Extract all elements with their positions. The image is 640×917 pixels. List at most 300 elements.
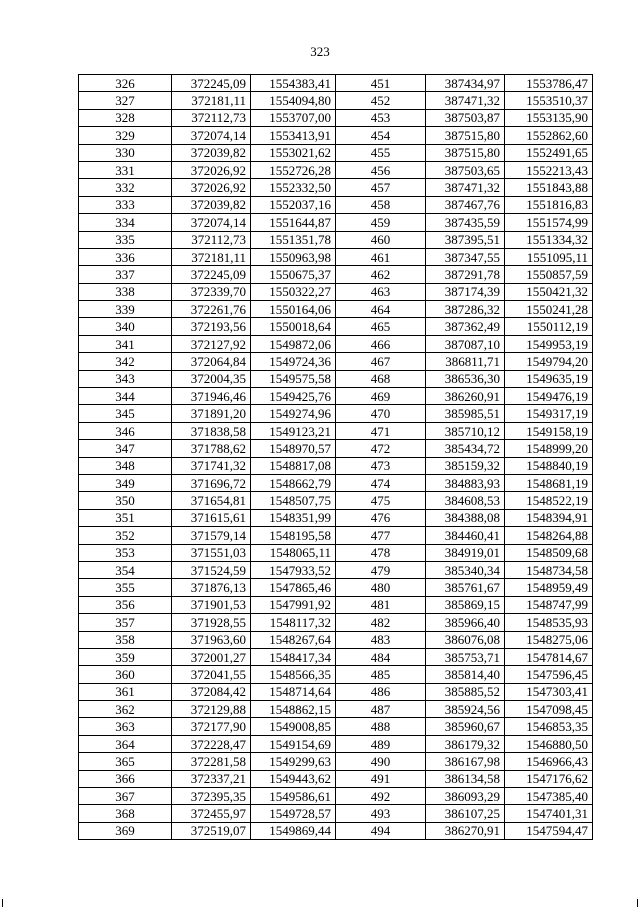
table-cell-x-coordinate: 371551,03 <box>172 544 251 561</box>
table-cell-y-coordinate: 1553413,91 <box>251 127 336 144</box>
table-cell-x-coordinate: 386179,32 <box>426 735 505 752</box>
table-cell-point-number: 494 <box>336 822 426 839</box>
table-cell-point-number: 492 <box>336 788 426 805</box>
table-cell-y-coordinate: 1550241,28 <box>505 301 593 318</box>
table-cell-point-number: 482 <box>336 614 426 631</box>
table-cell-point-number: 331 <box>79 161 172 178</box>
table-cell-x-coordinate: 385710,12 <box>426 422 505 439</box>
table-cell-x-coordinate: 372193,56 <box>172 318 251 335</box>
table-cell-y-coordinate: 1549154,69 <box>251 735 336 752</box>
table-cell-point-number: 475 <box>336 492 426 509</box>
table-cell-y-coordinate: 1553021,62 <box>251 144 336 161</box>
table-cell-y-coordinate: 1548195,58 <box>251 527 336 544</box>
table-cell-point-number: 472 <box>336 440 426 457</box>
table-cell-x-coordinate: 372026,92 <box>172 161 251 178</box>
table-row <box>79 127 593 144</box>
table-cell-x-coordinate: 386167,98 <box>426 753 505 770</box>
table-cell-y-coordinate: 1549274,96 <box>251 405 336 422</box>
table-row <box>79 196 593 213</box>
table-cell-x-coordinate: 385924,56 <box>426 701 505 718</box>
table-cell-x-coordinate: 387503,65 <box>426 161 505 178</box>
table-cell-x-coordinate: 384919,01 <box>426 544 505 561</box>
table-cell-y-coordinate: 1549872,06 <box>251 335 336 352</box>
table-cell-x-coordinate: 372281,58 <box>172 753 251 770</box>
table-cell-x-coordinate: 372004,35 <box>172 370 251 387</box>
table-row <box>79 457 593 474</box>
table-cell-x-coordinate: 387503,87 <box>426 109 505 126</box>
table-row <box>79 422 593 439</box>
table-cell-point-number: 358 <box>79 631 172 648</box>
table-row <box>79 544 593 561</box>
table-cell-point-number: 479 <box>336 561 426 578</box>
table-cell-x-coordinate: 387286,32 <box>426 301 505 318</box>
table-cell-y-coordinate: 1551095,11 <box>505 248 593 265</box>
table-cell-point-number: 342 <box>79 353 172 370</box>
table-cell-x-coordinate: 372245,09 <box>172 266 251 283</box>
table-cell-x-coordinate: 386134,58 <box>426 770 505 787</box>
table-cell-point-number: 369 <box>79 822 172 839</box>
table-cell-x-coordinate: 385960,67 <box>426 718 505 735</box>
table-cell-x-coordinate: 385869,15 <box>426 596 505 613</box>
table-cell-x-coordinate: 371696,72 <box>172 474 251 491</box>
table-cell-y-coordinate: 1548959,49 <box>505 579 593 596</box>
table-row <box>79 231 593 248</box>
table-cell-point-number: 362 <box>79 701 172 718</box>
table-cell-y-coordinate: 1548970,57 <box>251 440 336 457</box>
table-cell-x-coordinate: 384460,41 <box>426 527 505 544</box>
table-cell-y-coordinate: 1548566,35 <box>251 666 336 683</box>
table-row <box>79 788 593 805</box>
coordinates-table <box>78 74 593 840</box>
table-cell-x-coordinate: 372026,92 <box>172 179 251 196</box>
table-cell-x-coordinate: 371654,81 <box>172 492 251 509</box>
table-cell-point-number: 363 <box>79 718 172 735</box>
table-cell-point-number: 348 <box>79 457 172 474</box>
table-cell-point-number: 471 <box>336 422 426 439</box>
table-cell-y-coordinate: 1548535,93 <box>505 614 593 631</box>
table-cell-y-coordinate: 1552862,60 <box>505 127 593 144</box>
table-cell-point-number: 462 <box>336 266 426 283</box>
table-cell-x-coordinate: 372228,47 <box>172 735 251 752</box>
table-cell-y-coordinate: 1549728,57 <box>251 805 336 822</box>
table-cell-point-number: 481 <box>336 596 426 613</box>
table-cell-x-coordinate: 384608,53 <box>426 492 505 509</box>
table-row <box>79 509 593 526</box>
table-cell-x-coordinate: 385434,72 <box>426 440 505 457</box>
table-cell-point-number: 458 <box>336 196 426 213</box>
table-cell-point-number: 486 <box>336 683 426 700</box>
page-corner-mark-left <box>2 899 3 907</box>
page-corner-mark-right <box>637 899 638 907</box>
table-cell-x-coordinate: 387471,32 <box>426 179 505 196</box>
table-cell-x-coordinate: 387174,39 <box>426 283 505 300</box>
table-row <box>79 388 593 405</box>
table-cell-point-number: 352 <box>79 527 172 544</box>
table-cell-x-coordinate: 372519,07 <box>172 822 251 839</box>
table-cell-point-number: 469 <box>336 388 426 405</box>
table-cell-point-number: 365 <box>79 753 172 770</box>
table-cell-x-coordinate: 372084,42 <box>172 683 251 700</box>
table-cell-point-number: 357 <box>79 614 172 631</box>
table-cell-point-number: 336 <box>79 248 172 265</box>
table-cell-x-coordinate: 386270,91 <box>426 822 505 839</box>
table-cell-x-coordinate: 372039,82 <box>172 144 251 161</box>
table-cell-point-number: 461 <box>336 248 426 265</box>
table-cell-point-number: 337 <box>79 266 172 283</box>
table-cell-y-coordinate: 1552726,28 <box>251 161 336 178</box>
table-row <box>79 718 593 735</box>
table-cell-point-number: 368 <box>79 805 172 822</box>
table-cell-point-number: 454 <box>336 127 426 144</box>
table-cell-y-coordinate: 1548714,64 <box>251 683 336 700</box>
table-cell-y-coordinate: 1548840,19 <box>505 457 593 474</box>
table-cell-point-number: 457 <box>336 179 426 196</box>
table-cell-x-coordinate: 387395,51 <box>426 231 505 248</box>
table-cell-point-number: 452 <box>336 92 426 109</box>
table-cell-x-coordinate: 387087,10 <box>426 335 505 352</box>
table-cell-point-number: 466 <box>336 335 426 352</box>
table-cell-x-coordinate: 371615,61 <box>172 509 251 526</box>
table-cell-x-coordinate: 372181,11 <box>172 248 251 265</box>
table-cell-x-coordinate: 372261,76 <box>172 301 251 318</box>
table-cell-y-coordinate: 1553510,37 <box>505 92 593 109</box>
table-cell-x-coordinate: 384388,08 <box>426 509 505 526</box>
table-cell-y-coordinate: 1547991,92 <box>251 596 336 613</box>
table-cell-y-coordinate: 1548817,08 <box>251 457 336 474</box>
table-row <box>79 631 593 648</box>
table-cell-y-coordinate: 1549794,20 <box>505 353 593 370</box>
table-cell-x-coordinate: 387434,97 <box>426 75 505 92</box>
table-cell-y-coordinate: 1548351,99 <box>251 509 336 526</box>
table-cell-y-coordinate: 1553135,90 <box>505 109 593 126</box>
table-row <box>79 440 593 457</box>
table-row <box>79 579 593 596</box>
table-cell-point-number: 355 <box>79 579 172 596</box>
table-cell-point-number: 349 <box>79 474 172 491</box>
table-cell-point-number: 340 <box>79 318 172 335</box>
table-cell-point-number: 335 <box>79 231 172 248</box>
table-cell-y-coordinate: 1546966,43 <box>505 753 593 770</box>
table-cell-y-coordinate: 1548275,06 <box>505 631 593 648</box>
table-row <box>79 109 593 126</box>
table-cell-x-coordinate: 372074,14 <box>172 214 251 231</box>
table-cell-y-coordinate: 1549476,19 <box>505 388 593 405</box>
table-cell-x-coordinate: 372177,90 <box>172 718 251 735</box>
table-cell-point-number: 487 <box>336 701 426 718</box>
table-cell-point-number: 330 <box>79 144 172 161</box>
coordinates-table-body <box>79 75 593 840</box>
table-cell-point-number: 467 <box>336 353 426 370</box>
table-cell-y-coordinate: 1553786,47 <box>505 75 593 92</box>
table-cell-point-number: 465 <box>336 318 426 335</box>
table-cell-point-number: 344 <box>79 388 172 405</box>
table-cell-x-coordinate: 386107,25 <box>426 805 505 822</box>
table-row <box>79 614 593 631</box>
table-cell-point-number: 361 <box>79 683 172 700</box>
table-cell-y-coordinate: 1549425,76 <box>251 388 336 405</box>
table-cell-x-coordinate: 372455,97 <box>172 805 251 822</box>
table-cell-y-coordinate: 1549299,63 <box>251 753 336 770</box>
table-cell-y-coordinate: 1548267,64 <box>251 631 336 648</box>
table-cell-x-coordinate: 386260,91 <box>426 388 505 405</box>
table-cell-y-coordinate: 1547401,31 <box>505 805 593 822</box>
table-cell-y-coordinate: 1553707,00 <box>251 109 336 126</box>
table-cell-y-coordinate: 1550963,98 <box>251 248 336 265</box>
table-cell-point-number: 488 <box>336 718 426 735</box>
table-cell-x-coordinate: 387435,59 <box>426 214 505 231</box>
table-row <box>79 92 593 109</box>
table-cell-x-coordinate: 371524,59 <box>172 561 251 578</box>
table-cell-y-coordinate: 1547303,41 <box>505 683 593 700</box>
table-cell-point-number: 493 <box>336 805 426 822</box>
table-row <box>79 283 593 300</box>
table-cell-y-coordinate: 1551351,78 <box>251 231 336 248</box>
table-row <box>79 318 593 335</box>
table-row <box>79 492 593 509</box>
table-row <box>79 248 593 265</box>
table-cell-y-coordinate: 1552037,16 <box>251 196 336 213</box>
table-row <box>79 735 593 752</box>
table-row <box>79 214 593 231</box>
table-cell-point-number: 480 <box>336 579 426 596</box>
table-cell-point-number: 460 <box>336 231 426 248</box>
table-cell-point-number: 326 <box>79 75 172 92</box>
table-row <box>79 648 593 665</box>
table-cell-y-coordinate: 1547098,45 <box>505 701 593 718</box>
table-cell-y-coordinate: 1547814,67 <box>505 648 593 665</box>
table-cell-point-number: 356 <box>79 596 172 613</box>
table-cell-x-coordinate: 372064,84 <box>172 353 251 370</box>
table-cell-y-coordinate: 1550112,19 <box>505 318 593 335</box>
table-cell-y-coordinate: 1549443,62 <box>251 770 336 787</box>
table-cell-point-number: 353 <box>79 544 172 561</box>
table-cell-point-number: 341 <box>79 335 172 352</box>
table-cell-point-number: 346 <box>79 422 172 439</box>
table-cell-x-coordinate: 371579,14 <box>172 527 251 544</box>
table-cell-x-coordinate: 387467,76 <box>426 196 505 213</box>
table-row <box>79 561 593 578</box>
table-row <box>79 301 593 318</box>
table-cell-point-number: 366 <box>79 770 172 787</box>
table-cell-y-coordinate: 1548264,88 <box>505 527 593 544</box>
table-cell-y-coordinate: 1548662,79 <box>251 474 336 491</box>
table-cell-point-number: 329 <box>79 127 172 144</box>
table-cell-point-number: 359 <box>79 648 172 665</box>
table-cell-y-coordinate: 1548747,99 <box>505 596 593 613</box>
table-cell-point-number: 327 <box>79 92 172 109</box>
table-cell-point-number: 459 <box>336 214 426 231</box>
table-cell-point-number: 367 <box>79 788 172 805</box>
table-cell-y-coordinate: 1548522,19 <box>505 492 593 509</box>
table-cell-y-coordinate: 1550018,64 <box>251 318 336 335</box>
table-cell-point-number: 332 <box>79 179 172 196</box>
table-cell-point-number: 333 <box>79 196 172 213</box>
table-cell-y-coordinate: 1548507,75 <box>251 492 336 509</box>
table-cell-point-number: 351 <box>79 509 172 526</box>
table-cell-x-coordinate: 372074,14 <box>172 127 251 144</box>
table-cell-point-number: 489 <box>336 735 426 752</box>
table-cell-y-coordinate: 1547933,52 <box>251 561 336 578</box>
table-row <box>79 527 593 544</box>
table-row <box>79 770 593 787</box>
table-cell-point-number: 476 <box>336 509 426 526</box>
table-cell-y-coordinate: 1551574,99 <box>505 214 593 231</box>
table-cell-y-coordinate: 1548509,68 <box>505 544 593 561</box>
table-cell-y-coordinate: 1547594,47 <box>505 822 593 839</box>
table-cell-x-coordinate: 386076,08 <box>426 631 505 648</box>
table-cell-x-coordinate: 371891,20 <box>172 405 251 422</box>
table-cell-y-coordinate: 1554383,41 <box>251 75 336 92</box>
table-cell-y-coordinate: 1549635,19 <box>505 370 593 387</box>
table-cell-y-coordinate: 1547596,45 <box>505 666 593 683</box>
table-cell-x-coordinate: 387362,49 <box>426 318 505 335</box>
table-cell-x-coordinate: 371946,46 <box>172 388 251 405</box>
table-cell-x-coordinate: 372041,55 <box>172 666 251 683</box>
table-cell-point-number: 360 <box>79 666 172 683</box>
table-cell-y-coordinate: 1548999,20 <box>505 440 593 457</box>
table-cell-y-coordinate: 1549869,44 <box>251 822 336 839</box>
table-cell-y-coordinate: 1552491,65 <box>505 144 593 161</box>
table-cell-x-coordinate: 371963,60 <box>172 631 251 648</box>
table-cell-y-coordinate: 1550675,37 <box>251 266 336 283</box>
table-cell-point-number: 455 <box>336 144 426 161</box>
table-cell-x-coordinate: 385761,67 <box>426 579 505 596</box>
table-cell-x-coordinate: 385985,51 <box>426 405 505 422</box>
table-cell-y-coordinate: 1548117,32 <box>251 614 336 631</box>
table-cell-y-coordinate: 1554094,80 <box>251 92 336 109</box>
table-cell-y-coordinate: 1550322,27 <box>251 283 336 300</box>
table-cell-x-coordinate: 371901,53 <box>172 596 251 613</box>
table-row <box>79 144 593 161</box>
table-cell-x-coordinate: 385966,40 <box>426 614 505 631</box>
table-cell-point-number: 343 <box>79 370 172 387</box>
table-cell-y-coordinate: 1546853,35 <box>505 718 593 735</box>
table-cell-point-number: 345 <box>79 405 172 422</box>
table-cell-x-coordinate: 372112,73 <box>172 231 251 248</box>
table-cell-point-number: 478 <box>336 544 426 561</box>
table-row <box>79 405 593 422</box>
table-row <box>79 266 593 283</box>
table-row <box>79 474 593 491</box>
table-cell-x-coordinate: 372127,92 <box>172 335 251 352</box>
table-cell-x-coordinate: 372001,27 <box>172 648 251 665</box>
table-cell-point-number: 491 <box>336 770 426 787</box>
table-row <box>79 370 593 387</box>
table-cell-x-coordinate: 385159,32 <box>426 457 505 474</box>
table-cell-point-number: 456 <box>336 161 426 178</box>
table-row <box>79 822 593 839</box>
table-row <box>79 335 593 352</box>
table-cell-x-coordinate: 385753,71 <box>426 648 505 665</box>
table-cell-y-coordinate: 1549317,19 <box>505 405 593 422</box>
table-cell-x-coordinate: 372245,09 <box>172 75 251 92</box>
table-cell-point-number: 468 <box>336 370 426 387</box>
table-row <box>79 683 593 700</box>
table-cell-y-coordinate: 1549008,85 <box>251 718 336 735</box>
table-cell-y-coordinate: 1552332,50 <box>251 179 336 196</box>
table-cell-x-coordinate: 372129,88 <box>172 701 251 718</box>
table-cell-y-coordinate: 1549123,21 <box>251 422 336 439</box>
table-cell-y-coordinate: 1549586,61 <box>251 788 336 805</box>
table-cell-point-number: 453 <box>336 109 426 126</box>
table-cell-point-number: 354 <box>79 561 172 578</box>
table-cell-x-coordinate: 372112,73 <box>172 109 251 126</box>
table-cell-x-coordinate: 386093,29 <box>426 788 505 805</box>
table-cell-point-number: 484 <box>336 648 426 665</box>
table-cell-x-coordinate: 387347,55 <box>426 248 505 265</box>
table-cell-y-coordinate: 1546880,50 <box>505 735 593 752</box>
table-cell-point-number: 347 <box>79 440 172 457</box>
table-cell-y-coordinate: 1550857,59 <box>505 266 593 283</box>
table-row <box>79 596 593 613</box>
table-cell-y-coordinate: 1548681,19 <box>505 474 593 491</box>
table-cell-y-coordinate: 1552213,43 <box>505 161 593 178</box>
table-cell-point-number: 364 <box>79 735 172 752</box>
table-cell-x-coordinate: 371928,55 <box>172 614 251 631</box>
page-number: 323 <box>310 44 330 59</box>
table-row <box>79 179 593 196</box>
table-cell-x-coordinate: 371838,58 <box>172 422 251 439</box>
table-cell-x-coordinate: 385340,34 <box>426 561 505 578</box>
table-row <box>79 805 593 822</box>
table-cell-y-coordinate: 1549953,19 <box>505 335 593 352</box>
table-cell-y-coordinate: 1550164,06 <box>251 301 336 318</box>
table-cell-y-coordinate: 1547385,40 <box>505 788 593 805</box>
table-cell-y-coordinate: 1547865,46 <box>251 579 336 596</box>
table-cell-point-number: 350 <box>79 492 172 509</box>
table-cell-point-number: 463 <box>336 283 426 300</box>
table-row <box>79 75 593 92</box>
table-cell-point-number: 334 <box>79 214 172 231</box>
table-cell-point-number: 451 <box>336 75 426 92</box>
table-cell-y-coordinate: 1551816,83 <box>505 196 593 213</box>
table-cell-x-coordinate: 385814,40 <box>426 666 505 683</box>
table-cell-x-coordinate: 371741,32 <box>172 457 251 474</box>
table-cell-x-coordinate: 372181,11 <box>172 92 251 109</box>
table-cell-y-coordinate: 1549724,36 <box>251 353 336 370</box>
table-cell-point-number: 490 <box>336 753 426 770</box>
table-cell-x-coordinate: 386536,30 <box>426 370 505 387</box>
table-cell-point-number: 464 <box>336 301 426 318</box>
table-cell-y-coordinate: 1551843,88 <box>505 179 593 196</box>
table-cell-x-coordinate: 387515,80 <box>426 127 505 144</box>
table-cell-point-number: 473 <box>336 457 426 474</box>
table-cell-x-coordinate: 371788,62 <box>172 440 251 457</box>
table-cell-point-number: 339 <box>79 301 172 318</box>
table-row <box>79 753 593 770</box>
table-cell-x-coordinate: 372395,35 <box>172 788 251 805</box>
table-row <box>79 701 593 718</box>
table-cell-y-coordinate: 1550421,32 <box>505 283 593 300</box>
table-cell-y-coordinate: 1549575,58 <box>251 370 336 387</box>
table-row <box>79 353 593 370</box>
table-cell-x-coordinate: 385885,52 <box>426 683 505 700</box>
table-cell-point-number: 483 <box>336 631 426 648</box>
table-cell-x-coordinate: 371876,13 <box>172 579 251 596</box>
table-cell-y-coordinate: 1551334,32 <box>505 231 593 248</box>
table-row <box>79 161 593 178</box>
table-cell-y-coordinate: 1548394,91 <box>505 509 593 526</box>
table-cell-point-number: 485 <box>336 666 426 683</box>
table-cell-x-coordinate: 372339,70 <box>172 283 251 300</box>
table-cell-x-coordinate: 387471,32 <box>426 92 505 109</box>
table-cell-point-number: 474 <box>336 474 426 491</box>
table-cell-y-coordinate: 1549158,19 <box>505 422 593 439</box>
table-cell-x-coordinate: 372337,21 <box>172 770 251 787</box>
table-cell-y-coordinate: 1551644,87 <box>251 214 336 231</box>
table-cell-point-number: 328 <box>79 109 172 126</box>
table-cell-x-coordinate: 386811,71 <box>426 353 505 370</box>
